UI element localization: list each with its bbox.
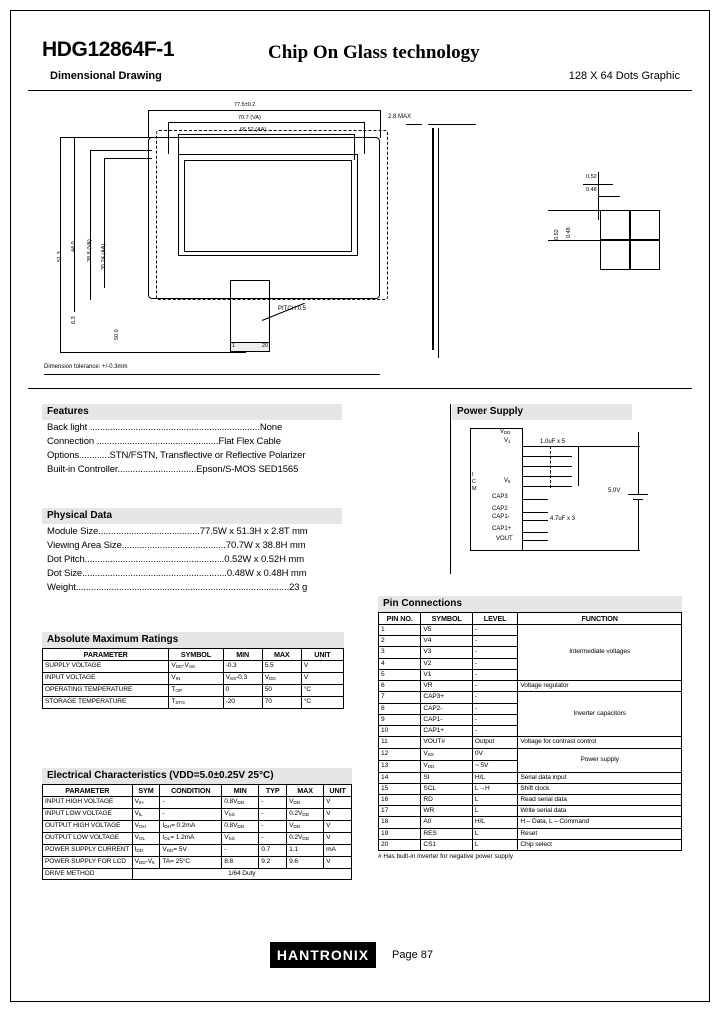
cell-function: Shift clock (518, 783, 682, 794)
cell-parameter: OUTPUT LOW VOLTAGE (43, 832, 133, 844)
thickness-dim-line2 (406, 124, 422, 125)
cap-dashed-bus (550, 446, 551, 488)
table-row (379, 692, 682, 703)
col-max: MAX (287, 785, 324, 797)
cell-pin-no: 9 (379, 714, 421, 725)
cell-level: - (472, 692, 517, 703)
cell-symbol: $V_{SS}$ (421, 748, 473, 760)
cell-condition: $I_{OL}= 1.2mA$ (160, 832, 222, 844)
thickness-label: 2.8 MAX (388, 114, 412, 120)
supply-return (638, 499, 639, 551)
table-row (43, 832, 352, 844)
cell-symbol: RD (421, 794, 473, 805)
cell-pin-no: 10 (379, 726, 421, 737)
dot-size-y-label: 0.48 (566, 227, 572, 238)
cell-min: $V_{SS}-0.3$ (223, 672, 262, 684)
cell-typ: - (259, 820, 287, 832)
cell-max: $0.2V_{DD}$ (287, 832, 324, 844)
absmax-heading: Absolute Maximum Ratings (42, 632, 344, 648)
ic-bottom-edge (470, 550, 522, 551)
cell-function: Intermediate voltages (518, 625, 682, 681)
col-typ: TYP (259, 785, 287, 797)
cell-pin-no: 18 (379, 817, 421, 828)
dim-ext-i (90, 150, 152, 151)
cell-unit: V (324, 832, 352, 844)
ic-left-edge (470, 428, 471, 550)
cell-function: Voltage for contrast control (518, 737, 682, 748)
cell-pin-no: 16 (379, 794, 421, 805)
pin-label-cap3: CAP3 (492, 494, 508, 500)
pin-footnote: # Has built-in inverter for negative power supply (378, 853, 513, 861)
document-subtitle: Dimensional Drawing (50, 70, 162, 82)
cap-bus-right (578, 446, 579, 486)
col-min: MIN (222, 785, 259, 797)
cell-pin-no: 7 (379, 692, 421, 703)
cell-min: -0.3 (223, 661, 262, 673)
table-row (43, 684, 344, 696)
cell-function: Read serial data (518, 794, 682, 805)
dim-line-width-va (168, 122, 364, 123)
dot-pitch-x-label: 0.52 (586, 174, 597, 180)
ic-label: I C M (472, 472, 477, 492)
cell-pin-no: 13 (379, 760, 421, 772)
cap-line-3 (522, 466, 572, 467)
cell-symbol: CS1 (421, 839, 473, 850)
cell-symbol: VR (421, 681, 473, 692)
dim-line-height-va (90, 150, 91, 300)
table-row (379, 794, 682, 805)
cell-symbol: RES (421, 828, 473, 839)
physical-item: Dot Pitch.......................................................0.52W x 0.52H mm (47, 553, 305, 565)
dim-line-width-aa (178, 134, 354, 135)
cell-sym: $V_{DD}-V_5$ (132, 856, 160, 868)
physical-data-heading: Physical Data (42, 508, 342, 524)
dot-cell-2 (630, 210, 660, 240)
cap-line-4 (522, 476, 572, 477)
dot-cell-4 (630, 240, 660, 270)
cell-parameter: INPUT VOLTAGE (43, 672, 169, 684)
cell-symbol: SI (421, 772, 473, 783)
cell-parameter: POWER SUPPLY FOR LCD (43, 856, 133, 868)
cell-unit: V (324, 797, 352, 809)
features-heading: Features (42, 404, 342, 420)
table-row (43, 820, 352, 832)
cell-pin-no: 3 (379, 647, 421, 658)
pin-label-cap1-minus: CAP1- (492, 514, 510, 520)
cell-symbol: SCL (421, 783, 473, 794)
absolute-maximum-ratings-section (42, 632, 344, 709)
table-row (43, 696, 344, 708)
cell-parameter: INPUT HIGH VOLTAGE (43, 797, 133, 809)
cap-top-label: 1.0uF x 5 (540, 439, 566, 445)
dim-ext-b (380, 110, 381, 138)
dot-pitch-y-label: 0.52 (554, 229, 560, 240)
cell-pin-no: 20 (379, 839, 421, 850)
cell-unit: °C (301, 684, 343, 696)
feature-item: Built-in Controller...............................Epson/S-MOS SED1565 (47, 463, 299, 475)
cell-sym: $V_{IL}$ (132, 808, 160, 820)
physical-data-section (42, 508, 342, 594)
col-level: LEVEL (472, 613, 517, 625)
cell-function: Chip select (518, 839, 682, 850)
cell-min: - (222, 844, 259, 856)
cell-function: Inverter capacitors (518, 692, 682, 737)
cell-symbol: V4 (421, 636, 473, 647)
cell-typ: 9.2 (259, 856, 287, 868)
electrical-characteristics-section (42, 768, 352, 880)
features-section (42, 404, 342, 476)
company-logo: HANTRONIX (270, 942, 376, 968)
absmax-table (42, 648, 344, 709)
physical-item: Dot Size.........................................................0.48W x 0.48H mm (47, 567, 307, 579)
feature-item: Back light ...................................................................None (47, 421, 283, 433)
cell-condition: - (160, 808, 222, 820)
cell-drive-method-value: 1/64 Duty (132, 868, 351, 879)
cell-unit: V (324, 808, 352, 820)
power-supply-section (452, 404, 632, 420)
cap-b-line-2 (522, 512, 548, 513)
col-parameter: PARAMETER (43, 649, 169, 661)
cell-max: $0.2V_{DD}$ (287, 808, 324, 820)
cell-symbol: $V_{DD}-V_{SS}$ (169, 661, 223, 673)
col-unit: UNIT (301, 649, 343, 661)
cell-pin-no: 15 (379, 783, 421, 794)
pin-label-vout: VOUT (496, 536, 513, 542)
cell-function: Reset (518, 828, 682, 839)
cell-pin-no: 11 (379, 737, 421, 748)
cell-level: L (472, 794, 517, 805)
pin-connections-section (378, 596, 682, 861)
cell-max: $V_{DD}$ (287, 797, 324, 809)
table-header-row (379, 613, 682, 625)
cell-min: 0 (223, 684, 262, 696)
cell-pin-no: 8 (379, 703, 421, 714)
cell-level: 0V (472, 748, 517, 760)
dim-ext-f (354, 134, 355, 160)
electrical-heading: Electrical Characteristics (VDD=5.0±0.25V 25°C) (42, 768, 352, 784)
cell-unit: V (324, 820, 352, 832)
pin-number-first: 1 (232, 343, 236, 349)
cell-min: $V_{SS}$ (222, 808, 259, 820)
cell-symbol: CAP3+ (421, 692, 473, 703)
table-row (379, 783, 682, 794)
table-row (379, 748, 682, 760)
cell-unit: V (324, 856, 352, 868)
dim-height-va: 38.8 (VA) (87, 239, 93, 262)
cell-symbol: V1 (421, 669, 473, 680)
cell-function: Voltage regulator (518, 681, 682, 692)
col-max: MAX (262, 649, 301, 661)
cell-typ: - (259, 808, 287, 820)
pin-label-v1: $V_1$ (504, 438, 511, 444)
table-row (43, 844, 352, 856)
dim-ext-a (148, 110, 149, 138)
page-title: HDG12864F-1 (42, 38, 175, 61)
cell-symbol: CAP2- (421, 703, 473, 714)
cell-function: Write serial data (518, 806, 682, 817)
table-row (379, 681, 682, 692)
table-row (379, 772, 682, 783)
cell-parameter: POWER SUPPLY CURRENT (43, 844, 133, 856)
cap-b-line-4 (522, 532, 548, 533)
thickness-dim-line (428, 124, 476, 125)
dim-ext-h (60, 352, 246, 353)
cell-pin-no: 1 (379, 625, 421, 636)
cell-condition: $V_{DD}= 5V$ (160, 844, 222, 856)
cell-max: $V_{DD}$ (287, 820, 324, 832)
cell-symbol: CAP1- (421, 714, 473, 725)
table-row (43, 797, 352, 809)
cell-min: $0.8V_{DD}$ (222, 820, 259, 832)
dim-height-2: 44.0 (71, 241, 77, 252)
page-number: Page 87 (392, 949, 433, 961)
dot-size-x-label: 0.48 (586, 187, 597, 193)
table-row (379, 806, 682, 817)
electrical-table (42, 784, 352, 880)
power-supply-heading: Power Supply (452, 404, 632, 420)
col-unit: UNIT (324, 785, 352, 797)
cell-min: $V_{SS}$ (222, 832, 259, 844)
dim-line-height-2 (74, 137, 75, 312)
cell-parameter: INPUT LOW VOLTAGE (43, 808, 133, 820)
cell-parameter: SUPPLY VOLTAGE (43, 661, 169, 673)
dim-height-aa: 35.24 (AA) (101, 243, 107, 270)
cell-level: - (472, 658, 517, 669)
header-rule (28, 90, 692, 91)
cell-pin-no: 2 (379, 636, 421, 647)
cell-pin-no: 14 (379, 772, 421, 783)
col-parameter: PARAMETER (43, 785, 133, 797)
dim-line-width-overall (148, 110, 380, 111)
table-row (43, 661, 344, 673)
col-pin-no: PIN NO. (379, 613, 421, 625)
col-function: FUNCTION (518, 613, 682, 625)
supply-rail (638, 432, 639, 494)
cell-symbol: $T_{OP}$ (169, 684, 223, 696)
pin-label-v5: $V_5$ (504, 478, 511, 484)
cell-function: H – Data, L – Command (518, 817, 682, 828)
cell-level: - (472, 714, 517, 725)
side-view-edge (438, 128, 439, 358)
cell-level: - (472, 636, 517, 647)
cell-symbol: $V_{DD}$ (421, 760, 473, 772)
dim-ext-e (178, 134, 179, 160)
drawing-bottom-rule (44, 374, 380, 375)
col-sym: SYM (132, 785, 160, 797)
cell-level: L (472, 839, 517, 850)
table-row (379, 839, 682, 850)
table-row (379, 828, 682, 839)
cell-max: 5.5 (262, 661, 301, 673)
side-view-glass (432, 128, 434, 350)
cell-condition: - (160, 797, 222, 809)
supply-top-link (578, 446, 640, 447)
dot-cell-1 (600, 210, 630, 240)
cell-symbol: V3 (421, 647, 473, 658)
cell-min: 8.8 (222, 856, 259, 868)
dim-ext-c (168, 122, 169, 154)
cell-level: H/L (472, 817, 517, 828)
dot-detail-topline (548, 210, 600, 211)
cell-pin-no: 12 (379, 748, 421, 760)
cell-symbol: CAP1+ (421, 726, 473, 737)
cell-min: -20 (223, 696, 262, 708)
pin-number-last: 20 (262, 343, 269, 349)
dot-size-dim-line (598, 196, 620, 197)
table-row (379, 817, 682, 828)
resolution-label: 128 X 64 Dots Graphic (568, 70, 680, 82)
dim-width-va: 70.7 (VA) (238, 115, 261, 121)
pin-label-vdd: $V_{DD}$ (500, 429, 511, 435)
pin-label-cap1-plus: CAP1+ (492, 526, 512, 532)
battery-plate-1 (628, 494, 648, 495)
active-area-box (184, 160, 352, 252)
ground-rail (522, 550, 640, 551)
cell-max: 1.1 (287, 844, 324, 856)
cell-symbol: WR (421, 806, 473, 817)
cell-level: H/L (472, 772, 517, 783)
dot-pitch-dim-line (583, 184, 613, 185)
col-symbol: SYMBOL (421, 613, 473, 625)
cell-parameter: OUTPUT HIGH VOLTAGE (43, 820, 133, 832)
cell-parameter: OPERATING TEMPERATURE (43, 684, 169, 696)
dim-bottom-margin: 6.3 (71, 316, 77, 324)
cell-pin-no: 19 (379, 828, 421, 839)
cell-condition: $I_{OH}= 0.2mA$ (160, 820, 222, 832)
table-row (43, 856, 352, 868)
cell-symbol: VOUT# (421, 737, 473, 748)
dot-detail-midline (548, 240, 600, 241)
physical-item: Viewing Area Size.........................................70.7W x 38.8H mm (47, 539, 306, 551)
cap-bottom-label: 4.7uF x 3 (550, 516, 576, 522)
dim-width-aa: 66.52 (AA) (240, 127, 267, 133)
table-header-row (43, 785, 352, 797)
dim-width-overall: 77.5±0.2 (234, 102, 256, 108)
cell-level: L (472, 828, 517, 839)
pin-label-cap2: CAP2 (492, 506, 508, 512)
cell-parameter: STORAGE TEMPERATURE (43, 696, 169, 708)
table-row (43, 808, 352, 820)
table-row (379, 737, 682, 748)
pin-connections-table (378, 612, 682, 851)
col-min: MIN (223, 649, 262, 661)
cell-condition: TA= 25°C (160, 856, 222, 868)
dot-cell-3 (600, 240, 630, 270)
tolerance-note: Dimension tolerance: +/-0.3mm (44, 364, 128, 370)
cell-unit: mA (324, 844, 352, 856)
cell-pin-no: 5 (379, 669, 421, 680)
cell-symbol: A0 (421, 817, 473, 828)
cell-symbol: V5 (421, 625, 473, 636)
cell-symbol: $V_{IN}$ (169, 672, 223, 684)
cell-level: Output (472, 737, 517, 748)
dim-fpc-length: 50.0 (114, 329, 120, 340)
power-supply-divider (450, 404, 451, 574)
table-row (379, 625, 682, 636)
cell-max: 70 (262, 696, 301, 708)
dim-ext-j (104, 158, 152, 159)
cell-function: Power supply (518, 748, 682, 772)
cap-b-line-5 (522, 540, 548, 541)
cell-pin-no: 17 (379, 806, 421, 817)
ic-top-edge (470, 428, 522, 429)
dimensional-drawing (38, 92, 682, 380)
col-condition: CONDITION (160, 785, 222, 797)
document-title: Chip On Glass technology (268, 42, 480, 63)
power-supply-schematic (452, 424, 682, 569)
cell-sym: $I_{DD}$ (132, 844, 160, 856)
cap-line-5 (522, 486, 572, 487)
col-symbol: SYMBOL (169, 649, 223, 661)
cell-function: Serial data input (518, 772, 682, 783)
cell-max: 9.6 (287, 856, 324, 868)
cell-level: - (472, 726, 517, 737)
cell-level: L→H (472, 783, 517, 794)
cell-pin-no: 4 (379, 658, 421, 669)
cell-level: - (472, 625, 517, 636)
cell-symbol: $T_{STG}$ (169, 696, 223, 708)
cell-unit: °C (301, 696, 343, 708)
cell-symbol: V2 (421, 658, 473, 669)
cell-level: L (472, 806, 517, 817)
cell-sym: $V_{IH}$ (132, 797, 160, 809)
cell-level: - (472, 681, 517, 692)
dim-height-overall: 51.3 (57, 251, 63, 262)
feature-item: Connection ................................................Flat Flex Cable (47, 435, 281, 447)
cell-max: $V_{DD}$ (262, 672, 301, 684)
cell-level: - (472, 703, 517, 714)
cap-b-line-1 (522, 499, 548, 500)
feature-item: Options............STN/FSTN, Transflective or Reflective Polarizer (47, 449, 306, 461)
pin-connections-heading: Pin Connections (378, 596, 682, 612)
dim-ext-d (364, 122, 365, 154)
pitch-label: PITCH 0.5 (278, 306, 307, 312)
cell-typ: - (259, 797, 287, 809)
table-header-row (43, 649, 344, 661)
physical-item: Weight....................................................................................23 g (47, 581, 308, 593)
supply-voltage-label: 5.0V (608, 488, 621, 494)
table-row (43, 672, 344, 684)
cell-level: - (472, 647, 517, 658)
cell-min: $0.8V_{DD}$ (222, 797, 259, 809)
cell-max: 50 (262, 684, 301, 696)
cell-typ: 0.7 (259, 844, 287, 856)
cap-b-line-3 (522, 520, 548, 521)
cap-line-2 (522, 456, 572, 457)
drawing-section-rule (28, 388, 692, 389)
physical-item: Module Size........................................77.5W x 51.3H x 2.8T mm (47, 525, 308, 537)
dim-line-bottom (60, 297, 61, 352)
cell-typ: - (259, 832, 287, 844)
cell-level: - (472, 669, 517, 680)
cell-unit: V (301, 661, 343, 673)
cell-sym: $V_{OL}$ (132, 832, 160, 844)
cell-unit: V (301, 672, 343, 684)
cell-level: ~ 5V (472, 760, 517, 772)
cell-sym: $V_{OH}$ (132, 820, 160, 832)
table-row (43, 868, 352, 879)
cell-drive-method-label: DRIVE METHOD (43, 868, 133, 879)
cell-pin-no: 6 (379, 681, 421, 692)
